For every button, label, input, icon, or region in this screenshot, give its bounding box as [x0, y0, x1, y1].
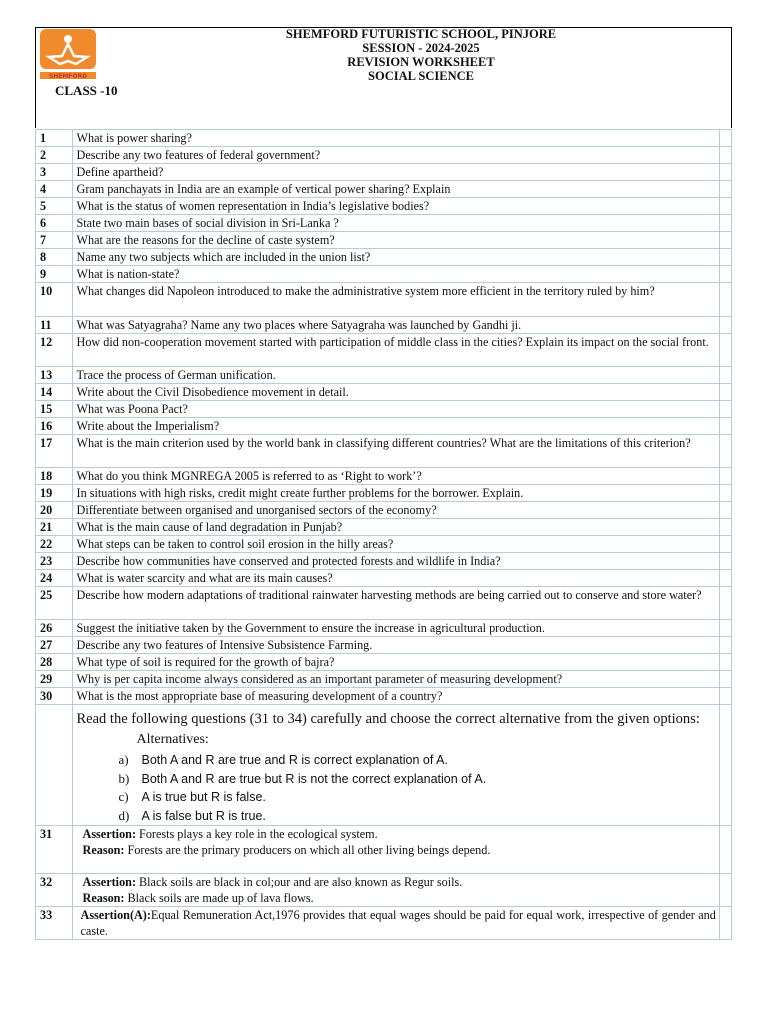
- question-text: Write about the Imperialism?: [72, 418, 719, 435]
- alternatives-list: [77, 751, 716, 825]
- question-row: [36, 570, 732, 587]
- row-margin-cell: [719, 654, 731, 671]
- instructions-cell: [72, 705, 719, 826]
- header-lines: [110, 27, 732, 83]
- row-margin-cell: [719, 502, 731, 519]
- row-margin-cell: [719, 164, 731, 181]
- assertion-row: [36, 907, 732, 940]
- row-margin-cell: [719, 637, 731, 654]
- assertion-cell: [72, 907, 719, 940]
- question-number: 10: [36, 283, 73, 317]
- row-margin-cell: [719, 536, 731, 553]
- alternative-option: [77, 770, 716, 789]
- question-row: [36, 502, 732, 519]
- option-text: A is false but R is true.: [141, 808, 266, 823]
- question-text: What do you think MGNREGA 2005 is referred to as ‘Right to work’?: [72, 468, 719, 485]
- question-number: 26: [36, 620, 73, 637]
- question-row: [36, 468, 732, 485]
- row-margin-cell: [719, 519, 731, 536]
- option-letter: d): [118, 807, 130, 823]
- row-margin-cell: [719, 587, 731, 620]
- assertion-line: [77, 826, 716, 842]
- option-letter: b): [118, 770, 130, 786]
- question-row: [36, 637, 732, 654]
- row-margin-cell: [719, 198, 731, 215]
- question-text: Define apartheid?: [72, 164, 719, 181]
- question-row: [36, 671, 732, 688]
- question-text: Why is per capita income always considered as an important parameter of measuring development?: [72, 671, 719, 688]
- question-number: 11: [36, 317, 73, 334]
- question-text: What is the main criterion used by the world bank in classifying different countries? What are the limitations of this criterion?: [72, 435, 719, 468]
- session: SESSION - 2024-2025: [362, 41, 480, 55]
- question-number: 27: [36, 637, 73, 654]
- alternative-option: [77, 807, 716, 826]
- instructions-row: [36, 705, 732, 826]
- row-margin-cell: [719, 620, 731, 637]
- row-margin-cell: [719, 418, 731, 435]
- question-row: [36, 688, 732, 705]
- question-row: [36, 519, 732, 536]
- row-margin-cell: [719, 907, 731, 940]
- question-number: 4: [36, 181, 73, 198]
- question-row: [36, 587, 732, 620]
- question-number: 13: [36, 367, 73, 384]
- question-text: State two main bases of social division in Sri-Lanka ?: [72, 215, 719, 232]
- question-number: 12: [36, 334, 73, 367]
- row-margin-cell: [719, 147, 731, 164]
- assertion-line: [77, 907, 716, 939]
- question-number: 3: [36, 164, 73, 181]
- reason-line: [77, 890, 716, 906]
- question-text: Describe how communities have conserved and protected forests and wildlife in India?: [72, 553, 719, 570]
- question-row: [36, 435, 732, 468]
- reason-label: Reason:: [82, 891, 125, 905]
- question-text: What is nation-state?: [72, 266, 719, 283]
- assertion-label: Assertion:: [82, 875, 136, 889]
- question-row: [36, 384, 732, 401]
- logo-text: SHEMFORD: [48, 73, 88, 80]
- question-row: [36, 367, 732, 384]
- question-table: [35, 129, 732, 940]
- question-row: [36, 620, 732, 637]
- question-row: [36, 654, 732, 671]
- question-number: 6: [36, 215, 73, 232]
- option-text: A is true but R is false.: [141, 790, 266, 804]
- instructions-number-cell: [36, 705, 73, 826]
- assertion-row: [36, 874, 732, 907]
- alternative-option: [77, 751, 716, 770]
- question-number: 25: [36, 587, 73, 620]
- question-row: [36, 164, 732, 181]
- question-text: What is the most appropriate base of measuring development of a country?: [72, 688, 719, 705]
- question-text: What was Poona Pact?: [72, 401, 719, 418]
- option-letter: c): [118, 789, 129, 804]
- row-margin-cell: [719, 367, 731, 384]
- option-letter: a): [118, 752, 129, 767]
- class-label: CLASS -10: [55, 83, 118, 98]
- question-row: [36, 283, 732, 317]
- question-text: Gram panchayats in India are an example of vertical power sharing? Explain: [72, 181, 719, 198]
- question-number: 18: [36, 468, 73, 485]
- row-margin-cell: [719, 266, 731, 283]
- question-number: 29: [36, 671, 73, 688]
- option-text: Both A and R are true and R is correct explanation of A.: [141, 753, 448, 767]
- row-margin-cell: [719, 485, 731, 502]
- question-number: 17: [36, 435, 73, 468]
- question-row: [36, 130, 732, 147]
- question-row: [36, 418, 732, 435]
- row-margin-cell: [719, 705, 731, 826]
- question-row: [36, 232, 732, 249]
- question-number: 33: [36, 907, 73, 940]
- school-logo: [38, 28, 98, 80]
- question-row: [36, 249, 732, 266]
- question-text: What steps can be taken to control soil erosion in the hilly areas?: [72, 536, 719, 553]
- question-number: 1: [36, 130, 73, 147]
- question-text: What type of soil is required for the growth of bajra?: [72, 654, 719, 671]
- question-number: 2: [36, 147, 73, 164]
- question-text: In situations with high risks, credit might create further problems for the borrower. Explain.: [72, 485, 719, 502]
- subject: SOCIAL SCIENCE: [368, 69, 474, 83]
- row-margin-cell: [719, 317, 731, 334]
- question-text: What are the reasons for the decline of caste system?: [72, 232, 719, 249]
- question-text: How did non-cooperation movement started with participation of middle class in the cities? Explain its impact on the social front.: [72, 334, 719, 367]
- question-text: What changes did Napoleon introduced to make the administrative system more efficient in the territory ruled by him?: [72, 283, 719, 317]
- question-number: 30: [36, 688, 73, 705]
- assertion-label: Assertion:: [82, 827, 136, 841]
- assertion-cell: [72, 826, 719, 874]
- question-row: [36, 266, 732, 283]
- question-number: 31: [36, 826, 73, 874]
- question-text: What was Satyagraha? Name any two places where Satyagraha was launched by Gandhi ji.: [72, 317, 719, 334]
- question-number: 5: [36, 198, 73, 215]
- question-row: [36, 198, 732, 215]
- question-text: Describe any two features of Intensive Subsistence Farming.: [72, 637, 719, 654]
- question-number: 22: [36, 536, 73, 553]
- question-text: Trace the process of German unification.: [72, 367, 719, 384]
- question-text: Describe any two features of federal government?: [72, 147, 719, 164]
- question-text: What is water scarcity and what are its main causes?: [72, 570, 719, 587]
- assertion-cell: [72, 874, 719, 907]
- question-number: 14: [36, 384, 73, 401]
- question-number: 7: [36, 232, 73, 249]
- question-text: Suggest the initiative taken by the Government to ensure the increase in agricultural production.: [72, 620, 719, 637]
- question-text: What is power sharing?: [72, 130, 719, 147]
- row-margin-cell: [719, 384, 731, 401]
- row-margin-cell: [719, 671, 731, 688]
- row-margin-cell: [719, 570, 731, 587]
- assertion-line: [77, 874, 716, 890]
- row-margin-cell: [719, 232, 731, 249]
- reason-text: Black soils are made up of lava flows.: [127, 891, 314, 905]
- question-number: 19: [36, 485, 73, 502]
- row-margin-cell: [719, 215, 731, 232]
- question-number: 8: [36, 249, 73, 266]
- assertion-label: Assertion(A):: [80, 908, 151, 922]
- school-name: SHEMFORD FUTURISTIC SCHOOL, PINJORE: [285, 27, 557, 41]
- question-text: Describe how modern adaptations of traditional rainwater harvesting methods are being carried out to conserve and store water?: [72, 587, 719, 620]
- question-row: [36, 181, 732, 198]
- assertion-text: Forests plays a key role in the ecological system.: [139, 827, 378, 841]
- question-row: [36, 317, 732, 334]
- question-number: 20: [36, 502, 73, 519]
- question-text: Write about the Civil Disobedience movement in detail.: [72, 384, 719, 401]
- assertion-text: Equal Remuneration Act,1976 provides that equal wages should be paid for equal work, irrespective of gender and caste.: [80, 908, 716, 938]
- question-number: 28: [36, 654, 73, 671]
- row-margin-cell: [719, 826, 731, 874]
- question-number: 24: [36, 570, 73, 587]
- row-margin-cell: [719, 181, 731, 198]
- reason-text: Forests are the primary producers on which all other living beings depend.: [127, 843, 491, 857]
- row-margin-cell: [719, 553, 731, 570]
- question-row: [36, 401, 732, 418]
- row-margin-cell: [719, 435, 731, 468]
- question-text: Differentiate between organised and unorganised sectors of the economy?: [72, 502, 719, 519]
- assertion-row: [36, 826, 732, 874]
- question-number: 16: [36, 418, 73, 435]
- option-text: Both A and R are true but R is not the correct explanation of A.: [141, 771, 487, 786]
- assertion-text: Black soils are black in col;our and are also known as Regur soils.: [139, 875, 463, 889]
- question-text: What is the status of women representation in India’s legislative bodies?: [72, 198, 719, 215]
- question-number: 32: [36, 874, 73, 907]
- question-number: 21: [36, 519, 73, 536]
- worksheet-title: REVISION WORKSHEET: [347, 55, 495, 69]
- question-number: 23: [36, 553, 73, 570]
- row-margin-cell: [719, 688, 731, 705]
- instructions-text: Read the following questions (31 to 34) carefully and choose the correct alternative from the given options:: [76, 711, 700, 727]
- reason-line: [77, 842, 716, 858]
- alternative-option: [77, 788, 716, 807]
- question-row: [36, 536, 732, 553]
- question-row: [36, 215, 732, 232]
- question-text: What is the main cause of land degradation in Punjab?: [72, 519, 719, 536]
- row-margin-cell: [719, 283, 731, 317]
- reason-label: Reason:: [82, 843, 125, 857]
- row-margin-cell: [719, 334, 731, 367]
- question-text: Name any two subjects which are included in the union list?: [72, 249, 719, 266]
- row-margin-cell: [719, 130, 731, 147]
- question-number: 9: [36, 266, 73, 283]
- question-row: [36, 334, 732, 367]
- question-row: [36, 147, 732, 164]
- question-row: [36, 485, 732, 502]
- row-margin-cell: [719, 401, 731, 418]
- row-margin-cell: [719, 874, 731, 907]
- question-row: [36, 553, 732, 570]
- question-number: 15: [36, 401, 73, 418]
- row-margin-cell: [719, 468, 731, 485]
- row-margin-cell: [719, 249, 731, 266]
- alternatives-title: Alternatives:: [136, 732, 209, 747]
